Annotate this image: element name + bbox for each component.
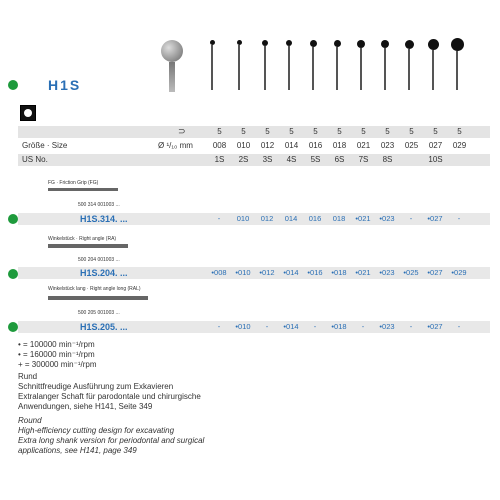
pack-count: 5 bbox=[433, 127, 438, 136]
product-row bbox=[18, 321, 490, 333]
size-value: 016 bbox=[308, 141, 323, 150]
product-block-ral bbox=[0, 286, 500, 338]
size-value: 023 bbox=[380, 141, 395, 150]
order-cell[interactable]: - bbox=[457, 214, 461, 223]
desc-line: Extra long shank version for periodontal and surgical bbox=[18, 436, 205, 445]
order-cell[interactable]: •018 bbox=[331, 322, 347, 331]
us-number: 3S bbox=[262, 155, 273, 164]
us-number: 4S bbox=[286, 155, 297, 164]
speed-symbol: • = bbox=[18, 350, 30, 359]
order-cell[interactable]: - bbox=[313, 322, 317, 331]
order-cell[interactable]: •023 bbox=[379, 268, 395, 277]
speed-symbol: + = bbox=[18, 360, 32, 369]
order-cell[interactable]: 012 bbox=[260, 214, 274, 223]
desc-line: applications, see H141, page 349 bbox=[18, 446, 137, 455]
desc-line: High-efficiency cutting design for excavating bbox=[18, 426, 175, 435]
order-cell[interactable]: - bbox=[217, 214, 221, 223]
product-code: H1S.204. ... bbox=[80, 268, 128, 278]
us-row bbox=[18, 154, 490, 166]
order-cell[interactable]: - bbox=[361, 322, 365, 331]
speed-text: 100000 min⁻¹/rpm bbox=[29, 340, 95, 349]
bur-illustrations bbox=[155, 40, 495, 100]
pack-count: 5 bbox=[289, 127, 294, 136]
pack-count: 5 bbox=[337, 127, 342, 136]
pack-count: 5 bbox=[409, 127, 414, 136]
product-code: H1S.314. ... bbox=[80, 214, 128, 224]
shank-label: Winkelstück · Right angle (RA) bbox=[48, 236, 117, 242]
shank-drawing bbox=[48, 188, 118, 191]
speed-text: 300000 min⁻¹/rpm bbox=[31, 360, 97, 369]
ref-number: 500 205 001003 ... bbox=[78, 310, 120, 316]
order-cell[interactable]: 018 bbox=[332, 214, 346, 223]
product-row bbox=[18, 267, 490, 279]
order-cell[interactable]: •010 bbox=[235, 268, 251, 277]
size-value: 018 bbox=[332, 141, 347, 150]
order-cell[interactable]: - bbox=[409, 322, 413, 331]
size-value: 025 bbox=[404, 141, 419, 150]
order-cell[interactable]: •025 bbox=[403, 268, 419, 277]
desc-line: Round bbox=[18, 416, 42, 425]
size-label: Größe · Size bbox=[22, 141, 68, 150]
product-block-fg bbox=[0, 178, 500, 234]
order-cell[interactable]: •027 bbox=[427, 268, 443, 277]
pack-row bbox=[18, 126, 490, 138]
shank-label: FG · Friction Grip (FG) bbox=[48, 180, 99, 186]
us-number: 10S bbox=[428, 155, 443, 164]
size-value: 014 bbox=[284, 141, 299, 150]
order-cell[interactable]: •023 bbox=[379, 322, 395, 331]
order-cell[interactable]: 016 bbox=[308, 214, 322, 223]
pack-count: 5 bbox=[385, 127, 390, 136]
us-number: 2S bbox=[238, 155, 249, 164]
order-cell[interactable]: 010 bbox=[236, 214, 250, 223]
order-cell[interactable]: •027 bbox=[427, 322, 443, 331]
us-label: US No. bbox=[22, 155, 48, 164]
order-cell[interactable]: •014 bbox=[283, 268, 299, 277]
order-cell[interactable]: •029 bbox=[451, 268, 467, 277]
us-number: 8S bbox=[382, 155, 393, 164]
size-value: 010 bbox=[236, 141, 251, 150]
product-row bbox=[18, 213, 490, 225]
description-english bbox=[18, 416, 318, 456]
description-german bbox=[18, 372, 318, 412]
speed-legend bbox=[18, 340, 318, 370]
round-shape-icon bbox=[20, 105, 36, 121]
speed-text: 160000 min⁻¹/rpm bbox=[29, 350, 95, 359]
pack-count: 5 bbox=[241, 127, 246, 136]
product-dot bbox=[8, 269, 18, 279]
pack-count: 5 bbox=[217, 127, 222, 136]
speed-symbol: • = bbox=[18, 340, 30, 349]
us-number: 1S bbox=[214, 155, 225, 164]
us-number: 5S bbox=[310, 155, 321, 164]
order-cell[interactable]: •016 bbox=[307, 268, 323, 277]
page-title: H1S bbox=[48, 77, 82, 93]
order-cell[interactable]: •018 bbox=[331, 268, 347, 277]
order-cell[interactable]: 014 bbox=[284, 214, 298, 223]
order-cell[interactable]: •010 bbox=[235, 322, 251, 331]
us-number: 7S bbox=[358, 155, 369, 164]
size-row bbox=[18, 140, 490, 152]
order-cell[interactable]: •021 bbox=[355, 214, 371, 223]
order-cell[interactable]: - bbox=[265, 322, 269, 331]
size-value: 027 bbox=[428, 141, 443, 150]
order-cell[interactable]: •027 bbox=[427, 214, 443, 223]
size-value: 029 bbox=[452, 141, 467, 150]
us-number: 6S bbox=[334, 155, 345, 164]
desc-line: Rund bbox=[18, 372, 38, 381]
shank-label: Winkelstück lang · Right angle long (RAL) bbox=[48, 286, 141, 292]
order-cell[interactable]: •023 bbox=[379, 214, 395, 223]
title-dot bbox=[8, 80, 18, 90]
ref-number: 500 204 001003 ... bbox=[78, 257, 120, 263]
pack-count: 5 bbox=[313, 127, 318, 136]
size-value: 008 bbox=[212, 141, 227, 150]
order-cell[interactable]: - bbox=[217, 322, 221, 331]
product-dot bbox=[8, 322, 18, 332]
order-cell[interactable]: - bbox=[457, 322, 461, 331]
order-cell[interactable]: •008 bbox=[211, 268, 227, 277]
shank-drawing bbox=[48, 296, 148, 300]
order-cell[interactable]: •014 bbox=[283, 322, 299, 331]
order-cell[interactable]: •012 bbox=[259, 268, 275, 277]
desc-line: Schnittfreudige Ausführung zum Exkavieren bbox=[18, 382, 174, 391]
product-dot bbox=[8, 214, 18, 224]
pack-icon: ⊃ bbox=[178, 126, 186, 136]
order-cell[interactable]: •021 bbox=[355, 268, 371, 277]
product-code: H1S.205. ... bbox=[80, 322, 128, 332]
product-block-ra bbox=[0, 234, 500, 286]
desc-line: Anwendungen, siehe H141, Seite 349 bbox=[18, 402, 153, 411]
pack-count: 5 bbox=[457, 127, 462, 136]
size-value: 012 bbox=[260, 141, 275, 150]
desc-line: Extralanger Schaft für parodontale und chirurgische bbox=[18, 392, 201, 401]
ref-number: 500 314 001003 ... bbox=[78, 202, 120, 208]
size-value: 021 bbox=[356, 141, 371, 150]
shank-drawing bbox=[48, 244, 128, 248]
order-cell[interactable]: - bbox=[409, 214, 413, 223]
size-unit: Ø ¹/₁₀ mm bbox=[158, 141, 193, 150]
pack-count: 5 bbox=[265, 127, 270, 136]
pack-count: 5 bbox=[361, 127, 366, 136]
